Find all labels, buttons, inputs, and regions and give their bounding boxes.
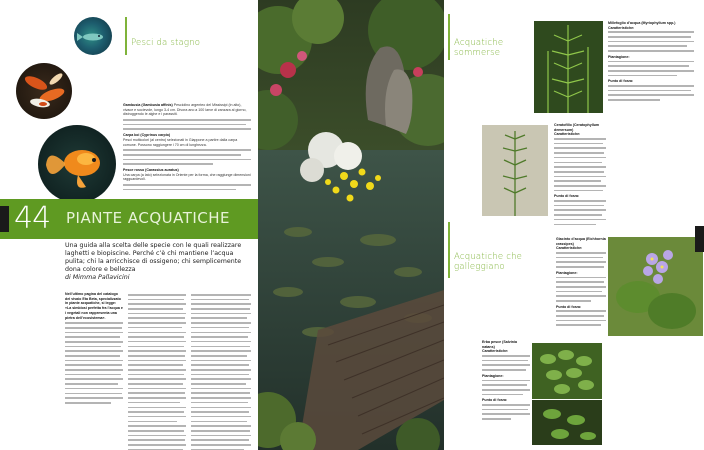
plant-icon-2 <box>482 125 548 216</box>
millefoglio-lines <box>608 31 694 51</box>
ceratofillo-heading: Ceratofillo (Ceratophyllum demersum) <box>554 123 600 132</box>
ceratofillo-photo <box>482 125 548 216</box>
article-title-band <box>0 199 258 239</box>
giacinto-text <box>556 237 606 329</box>
erba-force-label: Punto di forza: <box>482 398 508 403</box>
giacinto-photo <box>608 237 703 336</box>
giacinto-lines-3 <box>556 310 606 326</box>
goldfish-icon <box>38 125 116 203</box>
millefoglio-photo <box>534 21 603 113</box>
section-title-submerged: Acquatiche sommerse <box>454 38 504 58</box>
millefoglio-lines-3 <box>608 85 694 101</box>
article-number: 44 <box>14 201 51 236</box>
giacinto-force-label: Punto di forza: <box>556 304 582 309</box>
left-page <box>0 0 258 450</box>
fish-text-lines <box>123 119 251 130</box>
erba-pesce-photo <box>532 343 602 399</box>
carpa-text: Pesci multicolori (al centro) selezionati in Giappone a partire dalla carpa comune. Possono raggiungere i 70 cm di lunghezza. <box>123 137 238 147</box>
millefoglio-text <box>608 21 694 104</box>
carpa-koi-photo <box>16 63 72 119</box>
erba-lines <box>482 355 530 371</box>
giacinto-heading: Giacinto d’acqua (Eichhornia crassipes) <box>556 237 606 246</box>
flower-icon <box>608 237 703 336</box>
ceratofillo-lines <box>554 138 606 191</box>
ceratofillo-lines-2 <box>554 200 606 225</box>
ceratofillo-text <box>554 123 606 228</box>
right-page <box>444 0 704 450</box>
floating-section-bar <box>448 222 450 278</box>
rosso-heading: Pesce rosso (Carassius auratus) <box>123 168 179 173</box>
erba-heading: Erba pesce (Salvinia natans) <box>482 340 517 349</box>
giacinto-plant-label: Piantagione: <box>556 270 578 275</box>
erba-pesce-photo-2 <box>532 400 602 445</box>
giacinto-lines <box>556 252 606 268</box>
rosso-text: Una carpa (a lato) selezionata in Oriente per la forma, che raggiunge dimensioni ragguardevoli. <box>123 172 251 182</box>
erba-pesce-text <box>482 340 530 423</box>
fish-captions <box>123 103 251 194</box>
giacinto-char-label: Caratteristiche: <box>556 246 583 251</box>
body-column-2 <box>128 294 186 450</box>
millefoglio-heading: Millefoglio d’acqua (Myriophyllum spp.) <box>608 21 676 25</box>
millefoglio-lines-2 <box>608 61 694 77</box>
millefoglio-plant-label: Piantagione: <box>608 54 630 59</box>
article-title: PIANTE ACQUATICHE <box>66 209 231 227</box>
erba-lines-3 <box>482 404 530 420</box>
giacinto-lines-2 <box>556 277 606 302</box>
submerged-section-bar <box>448 14 450 60</box>
erba-plant-label: Piantagione: <box>482 373 504 378</box>
pond-garden-image <box>258 0 444 450</box>
plant-icon <box>534 21 603 113</box>
leaf-icon-2 <box>532 400 602 445</box>
koi-icon <box>16 63 72 119</box>
section-title-fish: Pesci da stagno <box>131 38 201 48</box>
erba-char-label: Caratteristiche: <box>482 349 509 354</box>
fish-text-lines-2 <box>123 149 251 165</box>
article-intro <box>65 242 251 282</box>
carpa-heading: Carpa koi (Cyprinus carpio) <box>123 133 171 138</box>
body-column-1 <box>65 292 123 407</box>
garden-pond-photo <box>258 0 444 450</box>
body-lead: Nell’ultimo pagina del catalogo del vivaio Eta Beta, specializzato in piante acquatiche, si legge: «La simbiosi perfetta fra l’acqua e i vegetali non rappresenta una pietra dell’ecosistema». <box>65 292 123 320</box>
ceratofillo-char-label: Caratteristiche: <box>554 132 581 137</box>
millefoglio-char-label: Caratteristiche: <box>608 25 635 30</box>
right-side-tab <box>695 226 704 252</box>
gambusia-heading: Gambusia (Gambusia affinis) <box>123 103 173 107</box>
section-title-floating: Acquatiche che galleggiano <box>454 252 523 272</box>
fish-section-bar <box>125 17 127 55</box>
intro-text: Una guida alla scelta delle specie con le quali realizzare laghetti e biopiscine. Perché c’è chi mantiene l’acqua pulita; chi la arricchisce di ossigeno; chi semplicemente dona colore e bellezza <box>65 242 242 274</box>
fish-text-lines-3 <box>123 184 251 190</box>
pesce-rosso-photo <box>38 125 116 203</box>
leaf-icon <box>532 343 602 399</box>
ceratofillo-force-label: Punto di forza: <box>554 194 580 199</box>
millefoglio-force-label: Punto di forza: <box>608 79 634 84</box>
gambusia-photo <box>74 17 112 55</box>
left-side-tab <box>0 206 9 232</box>
erba-lines-2 <box>482 380 530 396</box>
body-column-3 <box>191 294 251 450</box>
body-lines-1 <box>65 322 123 403</box>
gambusia-text: Pesciolino argenteo del Mississipi (in alto), vivace e socievole, lungo 3-4 cm. Divora ano a 100 larve di zanzara al giorno, distruggendo le alghe e i parassiti. <box>123 103 247 117</box>
fish-icon <box>74 17 112 55</box>
author-byline: di Mimma Pallavicini <box>65 274 130 282</box>
